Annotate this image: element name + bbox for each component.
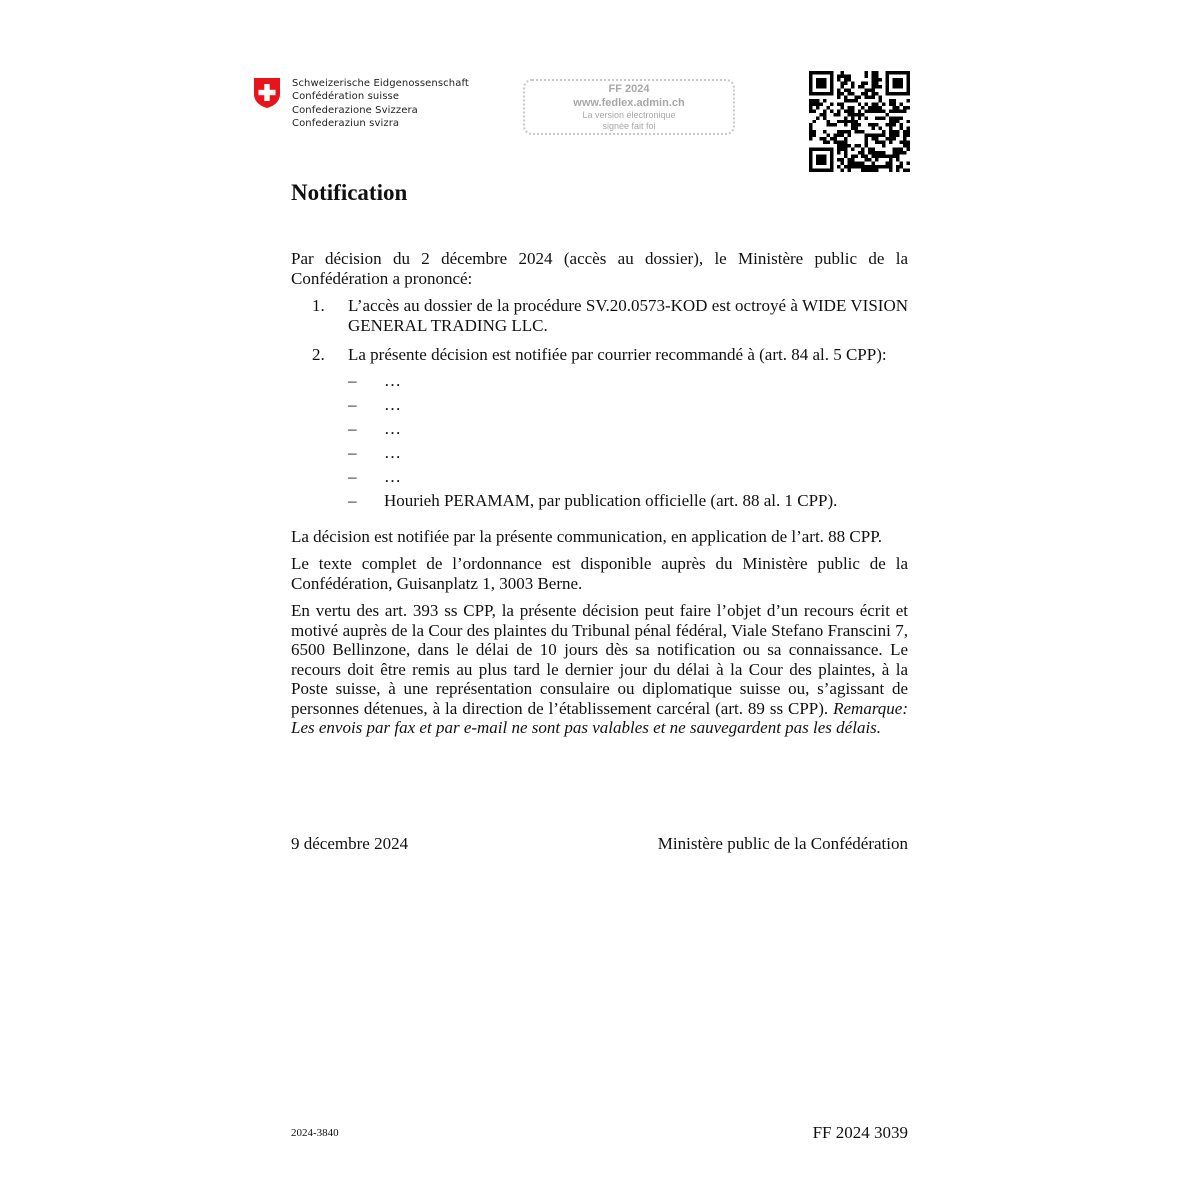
confederation-name-it: Confederazione Svizzera [292, 104, 418, 116]
recipient-item [348, 417, 908, 441]
recipient-dash: – [348, 490, 357, 510]
decision-number: 1. [312, 296, 325, 315]
recipient-dash: – [348, 370, 357, 390]
decision-number: 2. [312, 345, 325, 364]
recipient-text: … [384, 466, 401, 486]
recipient-text: … [384, 442, 401, 462]
recipient-dash: – [348, 418, 357, 438]
page-title: Notification [291, 180, 408, 205]
stamp-line-3: La version électronique [582, 110, 676, 120]
stamp-line-1: FF 2024 [608, 83, 650, 95]
document-date: 9 décembre 2024 [291, 834, 409, 853]
confederation-name-rm: Confederaziun svizra [292, 117, 400, 129]
decision-text: La présente décision est notifiée par courrier recommandé à (art. 84 al. 5 CPP): [348, 345, 887, 364]
qr-code-icon [809, 71, 910, 172]
recipient-text: … [384, 370, 401, 390]
confederation-name-fr: Confédération suisse [292, 91, 400, 103]
swiss-cross-icon [253, 77, 281, 109]
decision-text: L’accès au dossier de la procédure SV.20.0573-KOD est octroyé à WIDE VISION GENERAL TRADING LLC. [348, 296, 908, 335]
appeal-paragraph [291, 601, 908, 738]
page-reference: FF 2024 3039 [812, 1123, 908, 1142]
recipient-list [348, 369, 908, 513]
recipient-dash: – [348, 394, 357, 414]
recipient-text: Hourieh PERAMAM, par publication officielle (art. 88 al. 1 CPP). [384, 490, 838, 510]
remark-text: Remarque: Les envois par fax et par e-mail ne sont pas valables et ne sauvegardent pas les délais. [291, 698, 909, 737]
recipient-text: … [384, 394, 401, 414]
recipient-item [348, 441, 908, 465]
decision-item [291, 296, 908, 335]
decision-list [291, 296, 908, 513]
recipient-item [348, 393, 908, 417]
recipient-dash: – [348, 442, 357, 462]
recipient-item [348, 369, 908, 393]
electronic-version-stamp [523, 79, 735, 135]
appeal-text: En vertu des art. 393 ss CPP, la présente décision peut faire l’objet d’un recours écrit et motivé auprès de la Cour des plaintes du Tribunal pénal fédéral, Viale Stefano Franscini 7, 6500 Bellinzone, dans le délai de 10 jours dès sa notification ou sa connaissance. Le recours doit être remis au plus tard le dernier jour du délai à la Cour des plaintes, à la Poste suisse, à une représentation consulaire ou diplomatique suisse ou, s’agissant de personnes détenues, à la direction de l’établissement carcéral (art. 89 ss CPP). [291, 601, 908, 718]
document-body [291, 249, 908, 738]
issuing-authority: Ministère public de la Confédération [657, 834, 908, 853]
stamp-line-2: www.fedlex.admin.ch [573, 97, 685, 109]
decision-item [291, 345, 908, 513]
recipient-item [348, 489, 908, 513]
recipient-item [348, 465, 908, 489]
recipient-dash: – [348, 466, 357, 486]
recipient-text: … [384, 418, 401, 438]
reference-number: 2024-3840 [291, 1127, 339, 1139]
availability-paragraph: Le texte complet de l’ordonnance est disponible auprès du Ministère public de la Confédération, Guisanplatz 1, 3003 Berne. [291, 554, 908, 593]
confederation-name-de: Schweizerische Eidgenossenschaft [292, 78, 469, 89]
notification-paragraph: La décision est notifiée par la présente communication, en application de l’art. 88 CPP. [291, 526, 883, 546]
confederation-names [292, 77, 469, 130]
stamp-line-4: signée fait foi [602, 121, 656, 131]
intro-paragraph: Par décision du 2 décembre 2024 (accès au dossier), le Ministère public de la Confédération a prononcé: [291, 249, 908, 288]
